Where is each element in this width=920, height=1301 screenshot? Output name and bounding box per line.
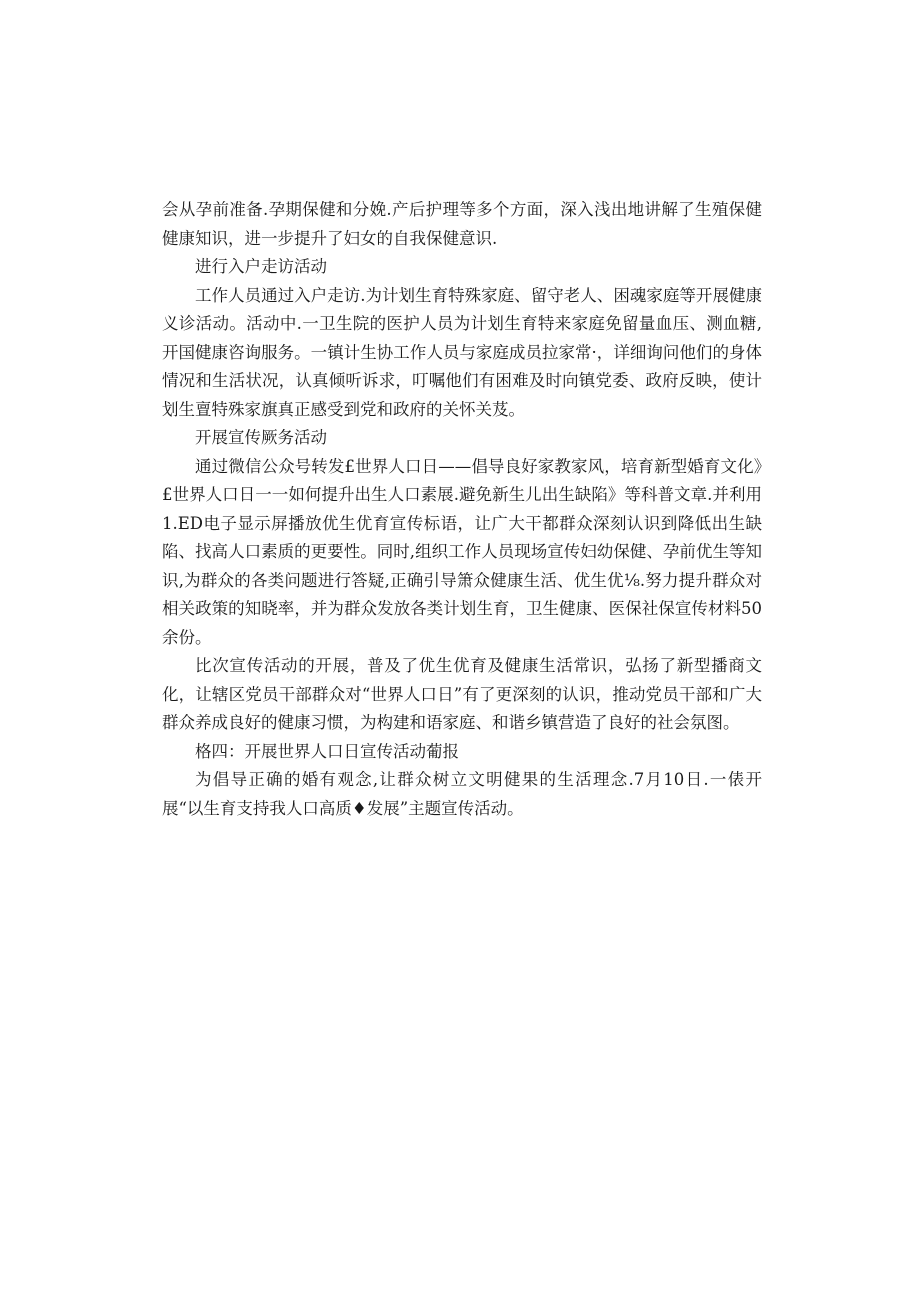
- section-heading-report-four: 格四：开展世界人口日宣传活动葡报: [195, 741, 459, 761]
- paragraph-publicity: 通过微信公众号转发£世界人口日——倡导良好家教家风，培育新型婚育文化》£世界人口日一一如何提升出生人口素展.避免新生儿出生缺陷》等科普文章.并利用1.ED电子显示屏播放优生优育宣传标语，让广大干都群众深刻认识到降低出生缺陷、找高人口素质的更要性。同时,组织工作人员现场宣传妇幼保健、孕前优生等知识,为群众的各类问题进行答疑,正确引导箫众健康生活、优生优⅛.努力提升群众对相关政策的知晓率，并为群众发放各类计划生育，卫生健康、医保社保宣传材料50余份。: [162, 456, 762, 647]
- section-heading-publicity: 开展宣传厥务活动: [195, 428, 327, 447]
- paragraph-summary: 比次宣传活动的开展，普及了优生优育及健康生活常识，弘扬了新型播商文化，让辖区党员干部群众对“世界人口日”有了更深刻的认识，推动党员干部和广大群众养成良好的健康习惯，为构建和语家庭、和谐乡镇营造了良好的社会氛图。: [162, 656, 762, 732]
- paragraph-report-four: 为倡导正确的婚有观念,让群众树立文明健果的生活理念.7月10日.一俵开展“以生育支持我人口高质♦发展”主题宣传活动。: [162, 770, 762, 818]
- paragraph-home-visits: 工作人员通过入户走访.为计划生育特殊家庭、留守老人、困魂家庭等开展健康义诊活动。活动中.一卫生院的医护人员为计划生育特来家庭免留量血压、测血糖,开国健康咨询服务。一镇计生协工作人员与家庭成员拉家常·，详细询问他们的身体情况和生活状况，认真倾听诉求，叮嘱他们有困难及时向镇党委、政府反映，使计划生亶特殊家旗真正感受到党和政府的关怀关芨。: [162, 285, 762, 419]
- section-heading-home-visits: 进行入户走访活动: [195, 257, 327, 276]
- document-body: [162, 196, 762, 823]
- paragraph-continuation: 会从孕前准备.孕期保健和分娩.产后护理等多个方面，深入浅出地讲解了生殖保健健康知识，进一步提升了妇女的自我保健意识.: [162, 200, 762, 248]
